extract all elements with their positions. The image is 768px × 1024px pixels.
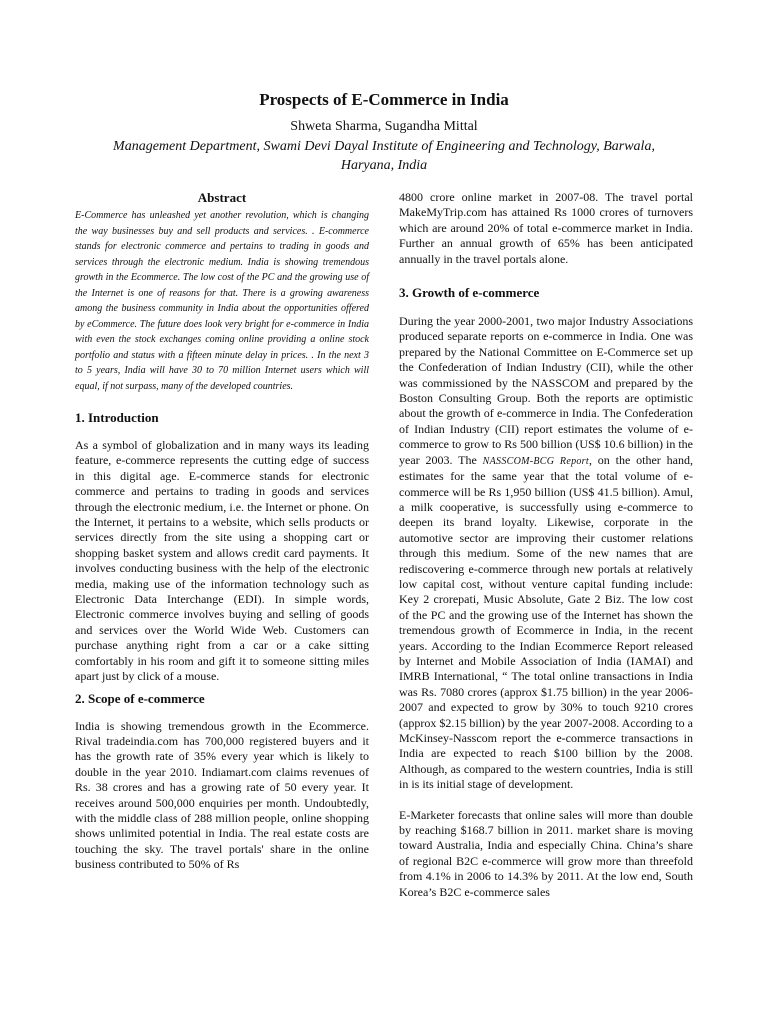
growth-heading: 3. Growth of e-commerce [399, 285, 540, 301]
paper-affiliation: Management Department, Swami Devi Dayal Institute of Engineering and Technology, Barwala, Haryana, India [113, 139, 655, 173]
paper-title: Prospects of E-Commerce in India [259, 90, 509, 109]
scope-paragraph-continued: 4800 crore online market in 2007-08. The travel portal MakeMyTrip.com has attained Rs 1000 crores of turnovers which are around 20% of total e-commerce market in India. Further an annual growth of 65% has been anticipated annually in the travel portals alone. [399, 190, 693, 266]
growth-paragraph-1 [399, 314, 693, 793]
intro-paragraph: As a symbol of globalization and in many ways its leading feature, e-commerce represents the cutting edge of success in this digital age. E-commerce stands for electronic commerce and pertains to trading in goods and services through the electronic medium, i.e. the Internet or phone. On the Internet, it pertains to a website, which sells products or services directly from the site using a shopping cart or shopping basket system and allows credit card payments. It involves conducting business with the help of the electronic media, making use of the information technology such as Electronic Data Interchange (EDI). In simple words, Electronic commerce involves buying and selling of goods and services over the World Wide Web. Customers can purchase anything right from a car or a cake sitting comfortably in his room and gift it to someone sitting miles apart just by click of a mouse. [75, 438, 369, 684]
scope-paragraph: India is showing tremendous growth in the Ecommerce. Rival tradeindia.com has 700,000 registered buyers and it has the growth rate of 35% every year which is likely to double in the year 2010. Indiamart.com claims revenues of Rs. 38 crores and has a growing rate of 50 every year. It receives around 500,000 enquiries per month. Undoubtedly, with the middle class of 288 million people, online shopping shows unlimited potential in India. The real estate costs are touching the sky. The travel portals' share in the online business contributed to 50% of Rs [75, 718, 369, 872]
right-column [399, 190, 693, 900]
left-column [75, 190, 369, 873]
paper-authors: Shweta Sharma, Sugandha Mittal [290, 119, 478, 134]
abstract-heading: Abstract [197, 190, 247, 205]
growth-text-part-2: , on the other hand, estimates for the same year that the total volume of e-commerce will be Rs 1,950 billion (US$ 41.5 billion). Amul, a milk cooperative, is successfully using e-commerce to deepen its brand loyalty. Likewise, corporate in the automotive sector are improving their customer relations through this medium. Some of the new names that are rediscovering e-commerce through new portals at relatively low capital cost, without venture capital funding include: Key 2 crorepati, Music Absolute, Gate 2 Biz. The low cost of the PC and the growing use of the Internet has shown the tremendous growth of Ecommerce in India, in the recent years. According to the Indian Ecommerce Report released by Internet and Mobile Association of India (IAMAI) and IMRB International, “ The total online transactions in India was Rs. 7080 crores (approx $1.75 billion) in the year 2006-2007 and expected to grow by 30% to touch 9210 crores (approx $2.15 billion) by the year 2007-2008. According to a McKinsey-Nasscom report the e-commerce transactions in India are expected to reach $100 billion by the 2008. Although, as compared to the western countries, India is still in is its initial stage of development. [399, 452, 693, 792]
growth-paragraph-2: E-Marketer forecasts that online sales will more than double by reaching $168.7 billion in 2011. market share is moving toward Australia, India and especially China. China’s share of regional B2C e-commerce will grow more than threefold from 4.1% in 2006 to 14.3% by 2011. At the low end, South Korea’s B2C e-commerce sales [399, 807, 693, 899]
abstract-text: E-Commerce has unleashed yet another revolution, which is changing the way businesses buy and sell products and services. . E-commerce stands for electronic commerce and pertains to trading in goods and services through the electronic medium. India is showing tremendous growth in the Ecommerce. The low cost of the PC and the growing use of the Internet is one of reasons for that. There is a growing awareness among the business community in India about the opportunities offered by eCommerce. The future does look very bright for e-commerce in India with even the stock exchanges coming online providing a online stock portfolio and status with a fifteen minute delay in prices. . In the next 3 to 5 years, India will have 30 to 70 million Internet users which will equal, if not surpass, many of the developed countries. [75, 210, 369, 392]
growth-text-part-1: During the year 2000-2001, two major Industry Associations produced separate reports on e-commerce in India. One was prepared by the National Committee on E-Commerce set up the Confederation of Indian Industry (CII), while the other was commissioned by the NASSCOM and prepared by the Boston Consulting Group. Both the reports are optimistic about the growth of e-commerce in India. The Confederation of Indian Industry (CII) report estimates the volume of e-commerce to grow to Rs 500 billion (US$ 10.6 billion) in the year 2003. The [399, 314, 693, 467]
nasscom-bcg-report-label: NASSCOM-BCG Report [482, 455, 589, 467]
intro-heading: 1. Introduction [75, 410, 159, 425]
scope-heading: 2. Scope of e-commerce [75, 690, 205, 706]
